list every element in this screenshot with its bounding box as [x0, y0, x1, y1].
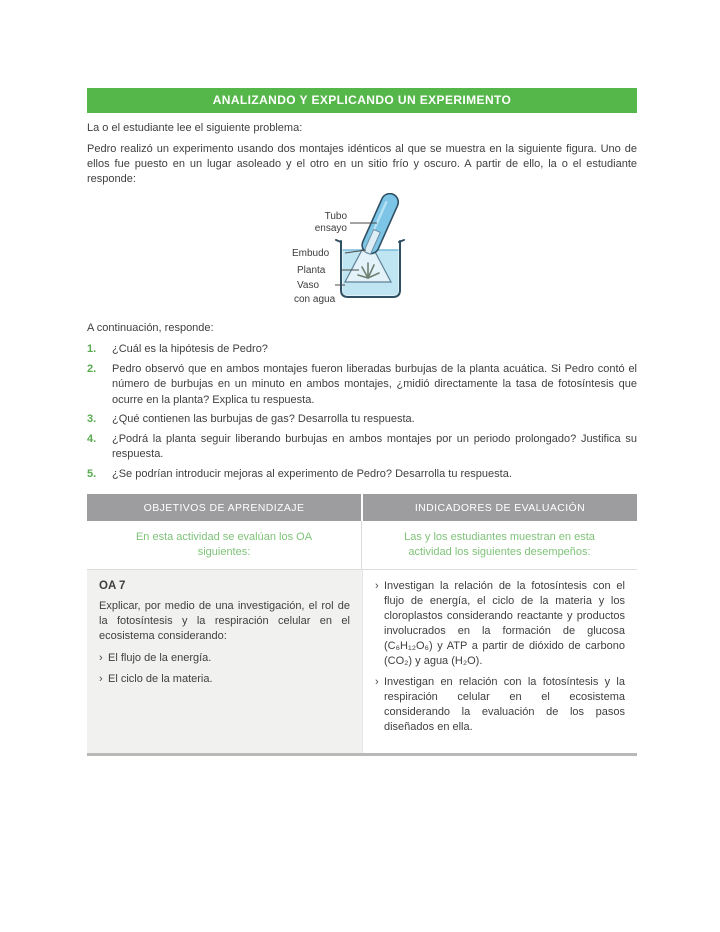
- label-tubo-line1: Tubo: [324, 211, 347, 222]
- activity-title-bar: [87, 88, 637, 113]
- question-number: 1.: [87, 343, 97, 355]
- problem-text: Pedro realizó un experimento usando dos montajes idénticos al que se muestra en la siguiente figura. Uno de ellos fue puesto en un lugar asoleado y el otro en un sitio frío y oscuro. A partir de ello, la o el estudiante responde:: [87, 143, 637, 185]
- subheader-indicadores: Las y los estudiantes muestran en esta actividad los siguientes desempeños:: [362, 521, 637, 570]
- oa-bullet-item: [99, 672, 350, 687]
- table-header-row: [87, 494, 637, 521]
- worksheet-page: [87, 0, 637, 756]
- table-header-objetivos: OBJETIVOS DE APRENDIZAJE: [87, 494, 361, 521]
- oa-bullet-text: El flujo de la energía.: [108, 652, 212, 664]
- question-item: [87, 362, 637, 409]
- bullet-marker-icon: ›: [99, 673, 103, 685]
- question-text: ¿Qué contienen las burbujas de gas? Desarrolla tu respuesta.: [112, 413, 415, 425]
- question-item: [87, 412, 637, 428]
- evaluation-table: [87, 494, 637, 756]
- question-list: [87, 342, 637, 482]
- questions-intro: A continuación, responde:: [87, 322, 214, 334]
- question-text: Pedro observó que en ambos montajes fueron liberadas burbujas de la planta acuática. Si Pedro contó el número de burbujas en un minuto en ambos montajes, ¿midió directamente la tasa de fotosíntesis que ocurre en la planta? Explica tu respuesta.: [112, 362, 637, 406]
- bullet-marker-icon: ›: [375, 676, 379, 688]
- indicator-bullet-item: [375, 675, 625, 735]
- question-number: 2.: [87, 362, 97, 375]
- question-item: [87, 342, 637, 358]
- oa-bullet-item: [99, 651, 350, 666]
- label-embudo: Embudo: [292, 248, 330, 259]
- question-text: ¿Podrá la planta seguir liberando burbujas en ambos montajes por un periodo prolongado? Justifica su respuesta.: [112, 432, 637, 460]
- question-number: 3.: [87, 413, 97, 425]
- indicator-bullet-item: [375, 579, 625, 669]
- indicator-bullet-text: Investigan en relación con la fotosíntesis y la respiración celular en el ecosistema considerando la evaluación de los pasos diseñados en ella.: [384, 676, 625, 733]
- table-subheader-row: [87, 521, 637, 570]
- indicator-bullet-text: Investigan la relación de la fotosíntesis con el flujo de energía, el ciclo de la materia y los cloroplastos considerando reactante y productos involucrados en la formación de glucosa (C₆H₁₂O₆) y ATP a partir de dióxido de carbono (CO₂) y agua (H₂O).: [384, 580, 625, 667]
- activity-title: ANALIZANDO Y EXPLICANDO UN EXPERIMENTO: [212, 93, 512, 107]
- question-item: [87, 432, 637, 463]
- question-item: [87, 467, 637, 483]
- subheader-objetivos: En esta actividad se evalúan los OA siguientes:: [87, 521, 362, 570]
- indicadores-cell: [362, 570, 637, 753]
- oa-code: OA 7: [99, 580, 126, 592]
- bullet-marker-icon: ›: [99, 652, 103, 664]
- table-body-row: [87, 570, 637, 753]
- experiment-diagram: [290, 193, 440, 317]
- oa-description: Explicar, por medio de una investigación, el rol de la fotosíntesis y la respiración celular en el ecosistema considerando:: [99, 600, 350, 642]
- question-text: ¿Se podrían introducir mejoras al experimento de Pedro? Desarrolla tu respuesta.: [112, 467, 512, 480]
- label-tubo-line2: ensayo: [314, 223, 347, 234]
- question-number: 4.: [87, 432, 97, 445]
- oa-bullet-text: El ciclo de la materia.: [108, 673, 213, 685]
- question-number: 5.: [87, 467, 97, 480]
- bullet-marker-icon: ›: [375, 580, 379, 592]
- intro-line: La o el estudiante lee el siguiente problema:: [87, 122, 303, 134]
- table-header-indicadores: INDICADORES DE EVALUACIÓN: [363, 494, 637, 521]
- label-vaso-line1: Vaso: [297, 280, 320, 291]
- experiment-figure: [87, 193, 637, 317]
- test-tube-shape: [359, 193, 401, 256]
- label-vaso-line2: con agua: [294, 294, 336, 305]
- question-text: ¿Cuál es la hipótesis de Pedro?: [112, 343, 268, 355]
- objetivos-cell: [87, 570, 362, 753]
- label-planta: Planta: [297, 265, 326, 276]
